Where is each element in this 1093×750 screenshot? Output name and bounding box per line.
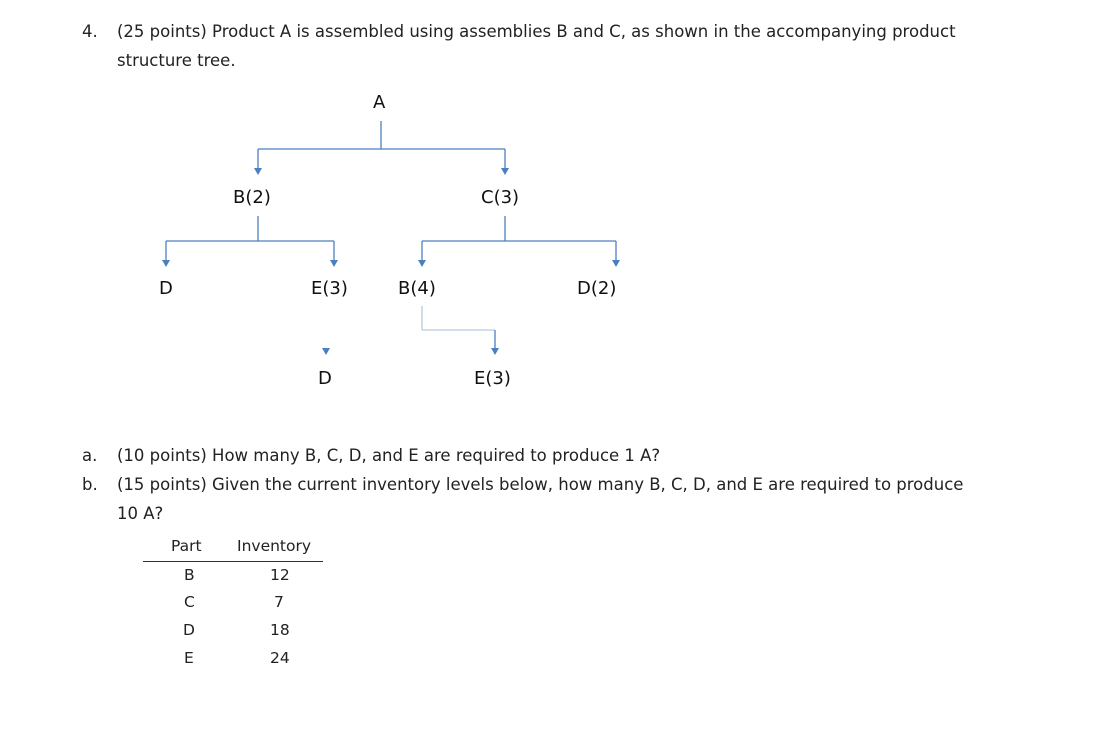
table-header-part: Part (171, 537, 202, 555)
tree-node-a: A (373, 92, 386, 113)
tree-connectors (166, 121, 616, 348)
table-cell-inventory: 12 (270, 566, 290, 584)
question-text-line2: structure tree. (117, 51, 236, 70)
arrow-down-icon (612, 260, 620, 267)
table-cell-part: D (183, 621, 195, 639)
part-b-text-line2: 10 A? (117, 504, 164, 523)
table-cell-inventory: 18 (270, 621, 290, 639)
arrow-down-icon (162, 260, 170, 267)
arrow-down-icon (491, 348, 499, 355)
table-cell-part: E (184, 649, 194, 667)
tree-arrowheads (162, 168, 620, 355)
table-cell-inventory: 7 (274, 593, 284, 611)
tree-node-d-under-b4: D (318, 368, 332, 389)
tree-node-e3-under-b4: E(3) (474, 368, 511, 389)
tree-node-c3: C(3) (481, 187, 520, 208)
tree-node-b4: B(4) (398, 278, 436, 299)
tree-node-d2: D(2) (577, 278, 617, 299)
question-number: 4. (82, 22, 98, 41)
tree-node-d-under-b: D (159, 278, 173, 299)
arrow-down-icon (418, 260, 426, 267)
tree-node-e3-under-b: E(3) (311, 278, 348, 299)
arrow-down-icon (322, 348, 330, 355)
tree-node-b2: B(2) (233, 187, 271, 208)
arrow-down-icon (501, 168, 509, 175)
table-cell-part: C (184, 593, 195, 611)
table-cell-inventory: 24 (270, 649, 290, 667)
part-a-text: (10 points) How many B, C, D, and E are required to produce 1 A? (117, 446, 661, 465)
table-cell-part: B (184, 566, 195, 584)
part-b-letter: b. (82, 475, 98, 494)
table-header-inventory: Inventory (237, 537, 312, 555)
arrow-down-icon (254, 168, 262, 175)
arrow-down-icon (330, 260, 338, 267)
part-a-letter: a. (82, 446, 98, 465)
question-text-line1: (25 points) Product A is assembled using assemblies B and C, as shown in the accompanying product (117, 22, 956, 41)
part-b-text: (15 points) Given the current inventory levels below, how many B, C, D, and E are required to produce (117, 475, 964, 494)
table-header-rule (143, 561, 323, 562)
